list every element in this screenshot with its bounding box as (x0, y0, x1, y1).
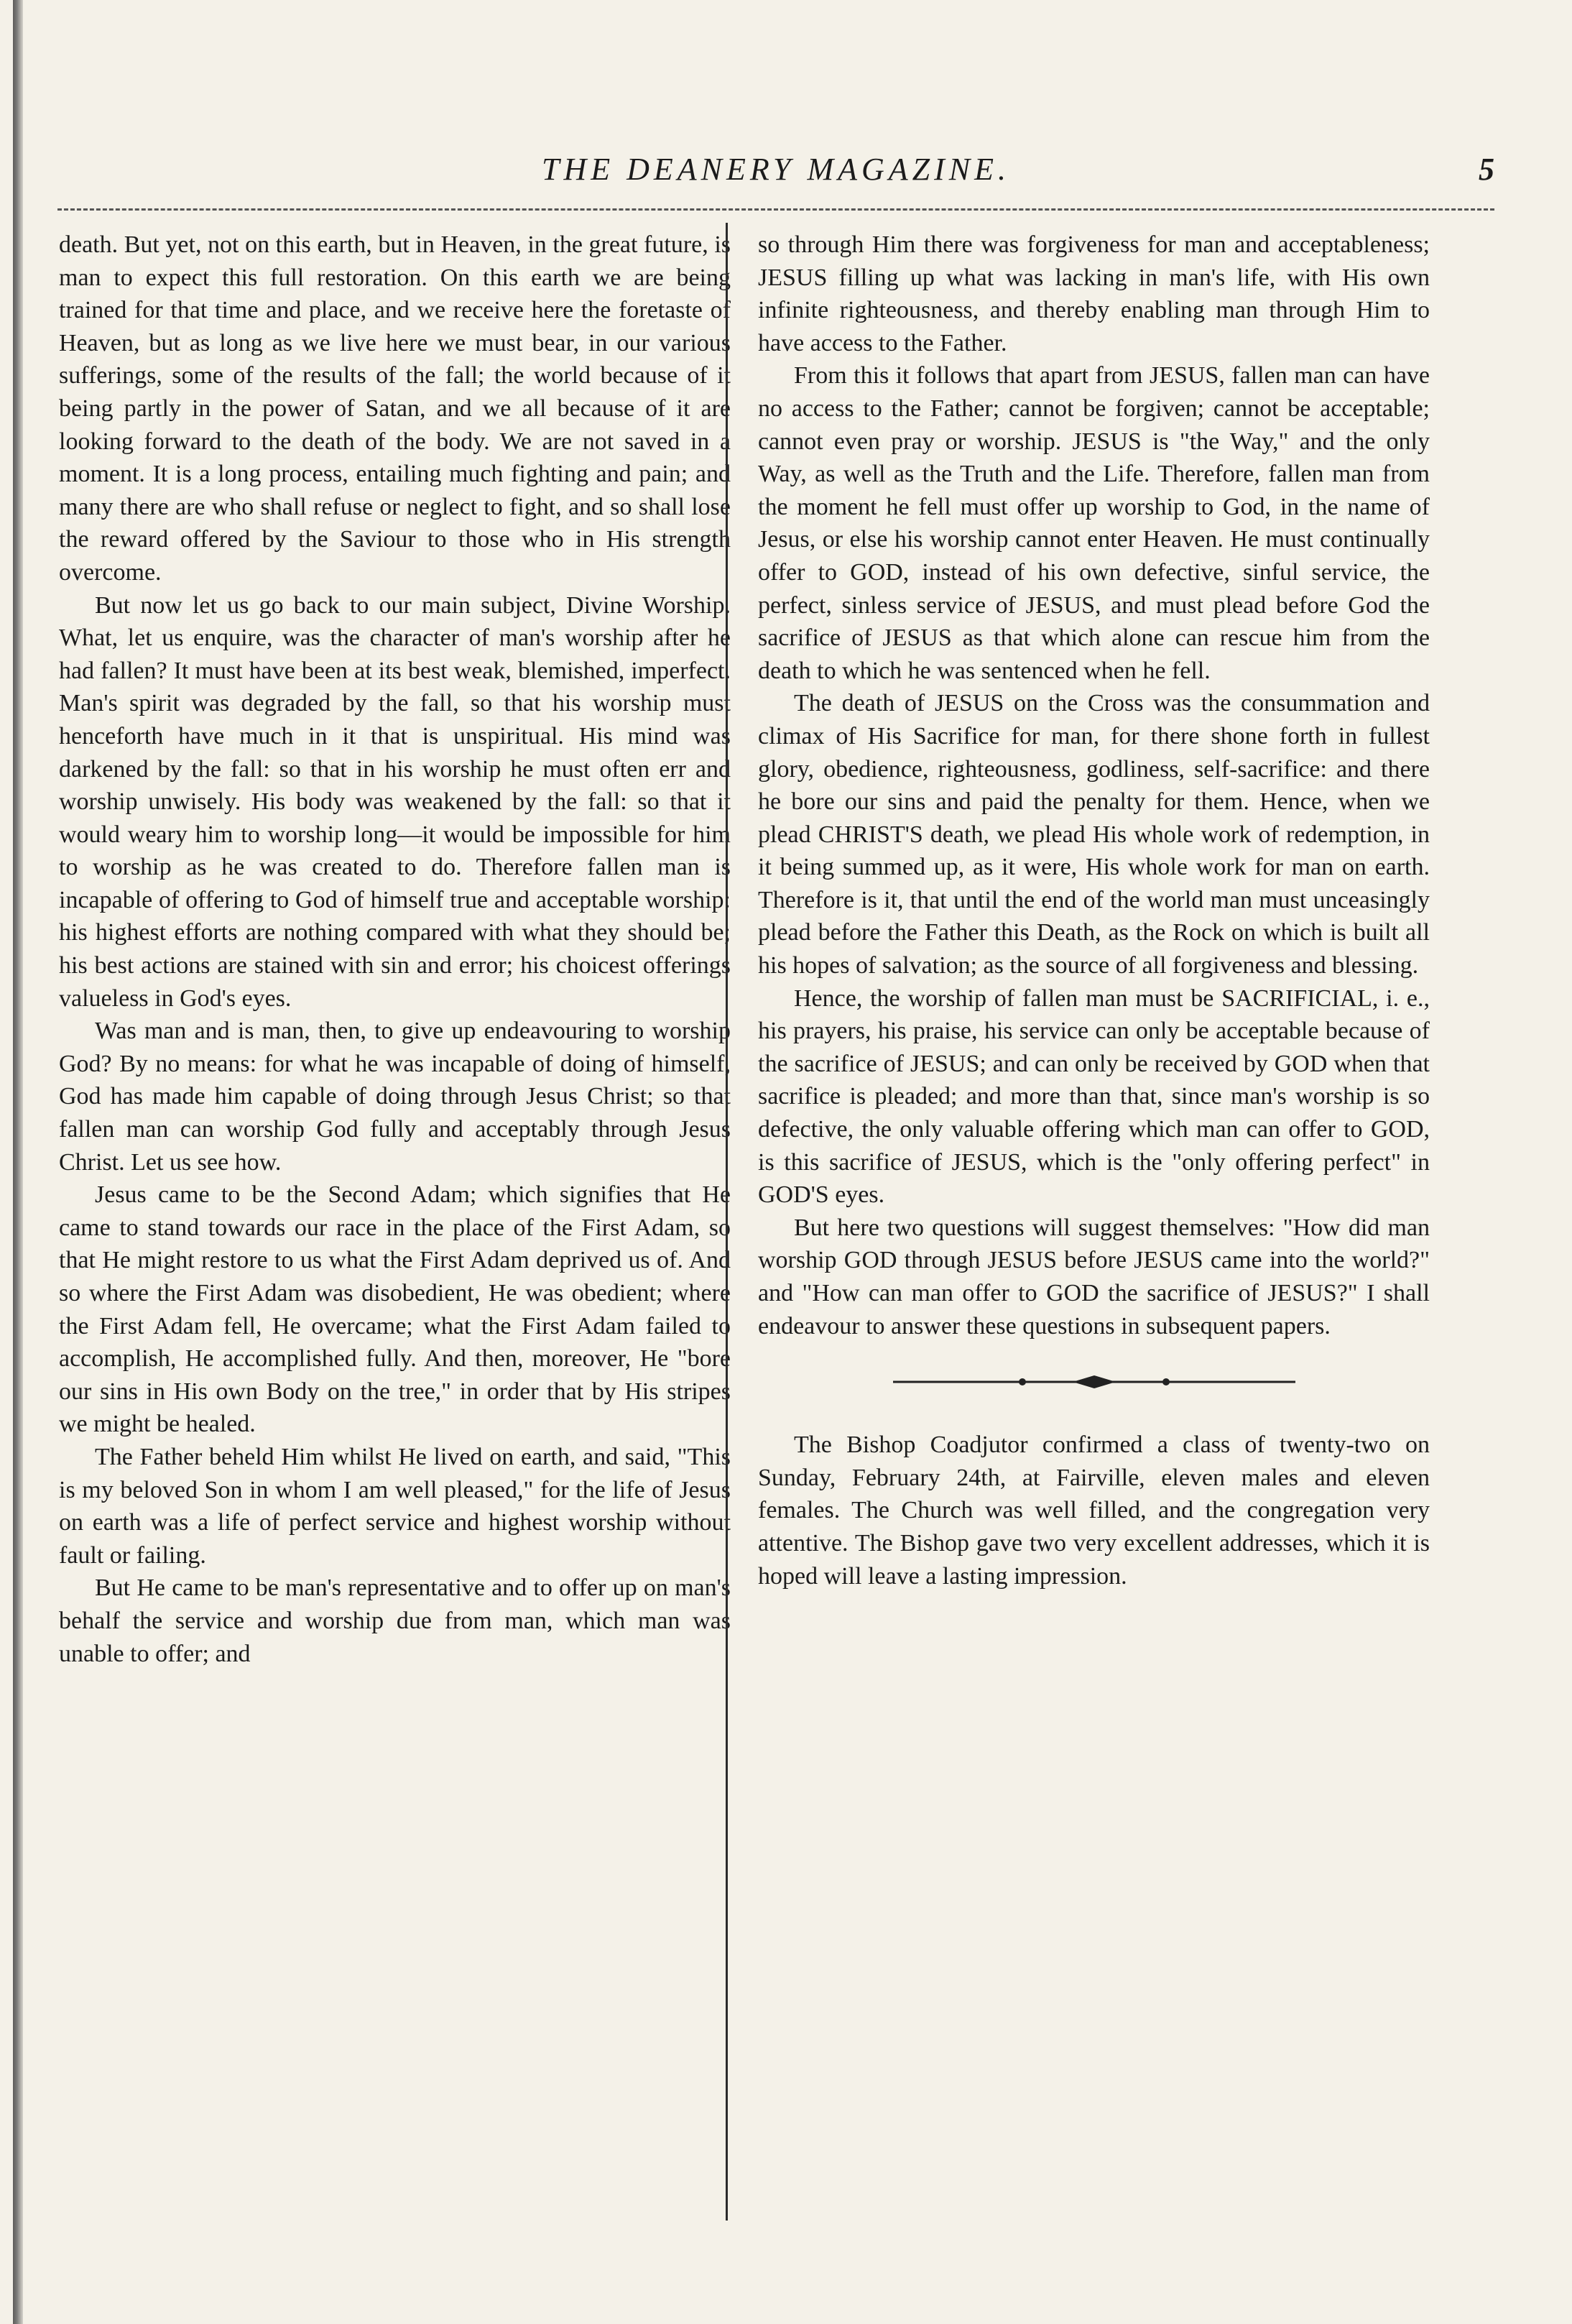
paragraph: death. But yet, not on this earth, but in Heaven, in the great future, is man to expect this full restoration. On this earth we are being trained for that time and place, and we receive here the foretaste of Heaven, but as long as we live here we must bear, in our various sufferings, some of the results of the fall; the world because of it being partly in the power of Satan, and we all because of it are looking forward to the death of the body. We are not saved in a moment. It is a long process, entailing much fighting and pain; and many there are who shall refuse or neglect to fight, and so shall lose the reward offered by the Saviour to those who in His strength overcome. (59, 231, 731, 586)
paragraph: so through Him there was forgiveness for man and acceptableness; JESUS filling up what was lacking in man's life, with His own infinite righteousness, and thereby enabling man through Him to have access to the Father. (758, 231, 1430, 356)
paragraph: Jesus came to be the Second Adam; which signifies that He came to stand towards our race in the place of the First Adam, so that He might restore to us what the First Adam deprived us of. And so where the First Adam was disobedient, He was obedient; where the First Adam fell, He overcame; what the First Adam failed to accomplish, He accomplished fully. And then, moreover, He "bore our sins in His own Body on the tree," in order that by His stripes we might be healed. (59, 1181, 731, 1438)
paragraph: But now let us go back to our main subject, Divine Worship. What, let us enquire, was the character of man's worship after he had fallen? It must have been at its best weak, blemished, imperfect. Man's spirit was degraded by the fall, so that his worship must henceforth have much in it that is unspiritual. His mind was darkened by the fall: so that in his worship he must often err and worship unwisely. His body was weakened by the fall: so that it would weary him to worship long—it would be impossible for him to worship as he was created to do. Therefore fallen man is incapable of offering to God of himself true and acceptable worship: his highest efforts are nothing compared with what they should be; his best actions are stained with sin and error; his choicest offerings valueless in God's eyes. (59, 591, 731, 1012)
page-header (57, 151, 1494, 194)
book-spine-edge (13, 0, 23, 2324)
paragraph: Hence, the worship of fallen man must be SACRIFICIAL, i. e., his prayers, his praise, his service can only be acceptable because of the sacrifice of JESUS; and can only be received by GOD when that sacrifice is pleaded; and more than that, since man's worship is so defective, the only valuable offering which man can offer to GOD, is this sacrifice of JESUS, which is the "only offering perfect" in GOD'S eyes. (758, 985, 1430, 1209)
ornament-rule-icon (893, 1371, 1295, 1393)
paragraph: From this it follows that apart from JESUS, fallen man can have no access to the Father; cannot be forgiven; cannot be acceptable; cannot even pray or worship. JESUS is "the Way," and the only Way, as well as the Truth and the Life. Therefore, fallen man from the moment he fell must offer up worship to God, in the name of Jesus, or else his worship cannot enter Heaven. He must continually offer to GOD, instead of his own defective, sinful service, the perfect, sinless service of JESUS, and must plead before God the sacrifice of JESUS as that which alone can rescue him from the death to which he was sentenced when he fell. (758, 362, 1430, 684)
section-ornament (893, 1371, 1295, 1393)
header-rule (57, 208, 1494, 211)
left-column (59, 229, 731, 1670)
paragraph: The death of JESUS on the Cross was the consummation and climax of His Sacrifice for man, for there shone forth in fullest glory, obedience, righteousness, godliness, self-sacrifice: and there he bore our sins and paid the penalty for them. Hence, when we plead CHRIST'S death, we plead His whole work of redemption, in it being summed up, as it were, His whole work for man on earth. Therefore is it, that until the end of the world man must unceasingly plead before the Father this Death, as the Rock on which is built all his hopes of salvation; as the source of all forgiveness and blessing. (758, 690, 1430, 979)
confirmation-notice: The Bishop Coadjutor confirmed a class of twenty-two on Sunday, February 24th, at Fairville, eleven males and eleven females. The Church was well filled, and the congregation very attentive. The Bishop gave two very excellent addresses, which it is hoped will leave a lasting impression. (758, 1431, 1430, 1590)
paragraph: Was man and is man, then, to give up endeavouring to worship God? By no means: for what he was incapable of doing of himself, God has made him capable of doing through Jesus Christ; so that fallen man can worship God fully and acceptably through Jesus Christ. Let us see how. (59, 1018, 731, 1176)
column-divider (726, 223, 728, 2221)
page-number: 5 (1479, 152, 1494, 187)
right-column (758, 229, 1430, 1592)
paragraph: But here two questions will suggest themselves: "How did man worship GOD through JESUS before JESUS came into the world?" and "How can man offer to GOD the sacrifice of JESUS?" I shall endeavour to answer these questions in subsequent papers. (758, 1214, 1430, 1339)
paragraph: But He came to be man's representative and to offer up on man's behalf the service and worship due from man, which man was unable to offer; and (59, 1574, 731, 1667)
running-title: THE DEANERY MAGAZINE. (542, 152, 1010, 187)
paragraph: The Father beheld Him whilst He lived on earth, and said, "This is my beloved Son in whom I am well pleased," for the life of Jesus on earth was a life of perfect service and highest worship without fault or failing. (59, 1443, 731, 1569)
